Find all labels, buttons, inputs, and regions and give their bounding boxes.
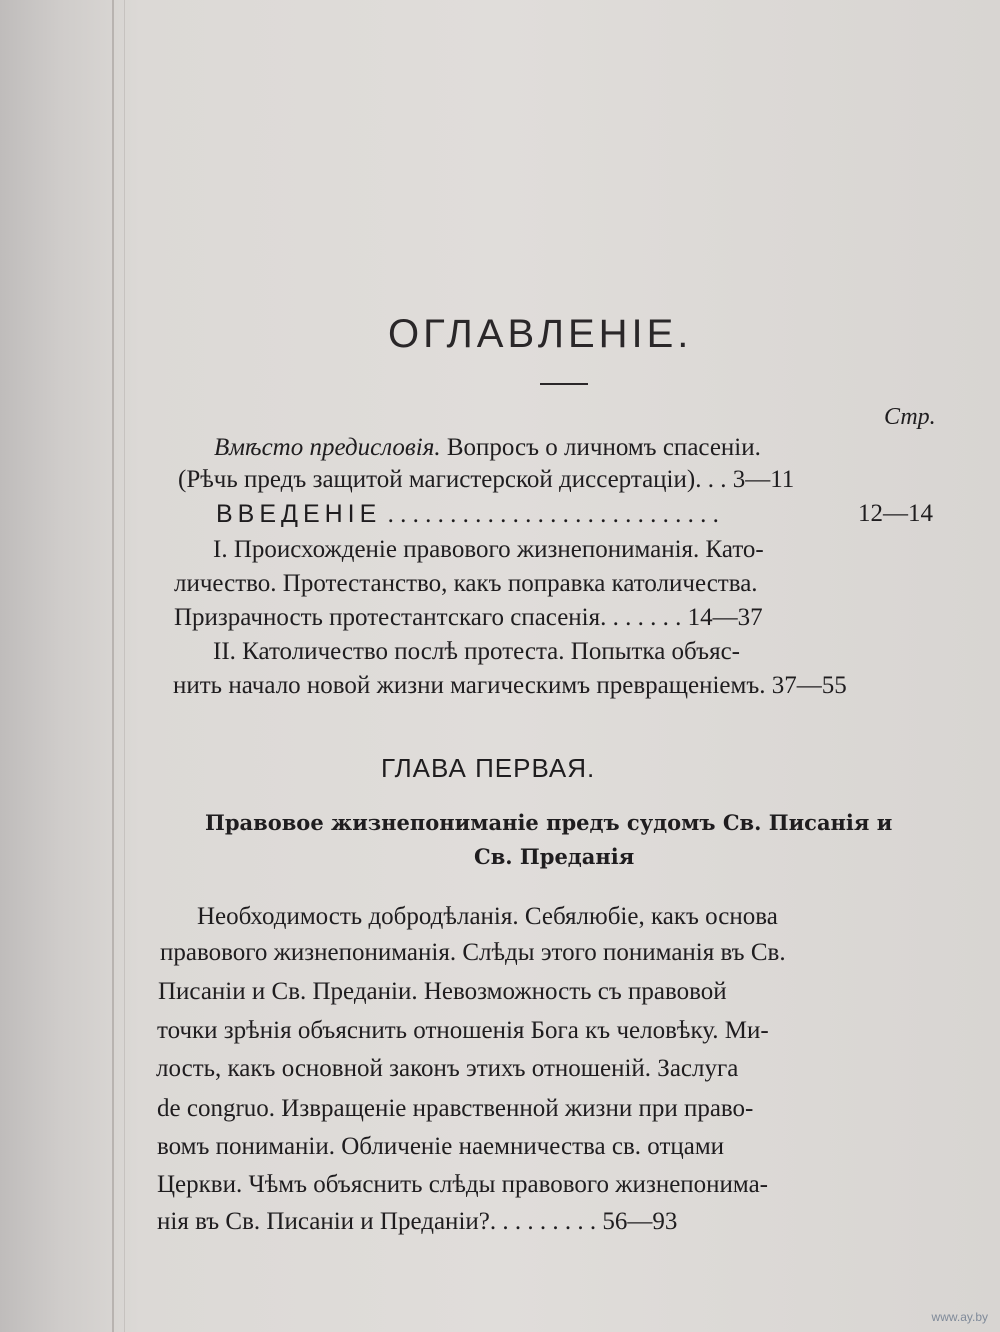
toc-title: ОГЛАВЛЕНІЕ.: [388, 312, 693, 356]
chapter-body-line: de congruo. Извращеніе нравственной жизни при право-: [157, 1095, 754, 1122]
toc-entry-intro: [216, 500, 719, 529]
chapter-body-line: Писаніи и Св. Преданіи. Невозможность съ правовой: [158, 978, 727, 1005]
page-column-label: Стр.: [884, 404, 936, 430]
toc-entry-preface-line1: [214, 434, 761, 462]
chapter-body-line: нія въ Св. Писаніи и Преданіи?. . . . . . . . . 56—93: [157, 1208, 678, 1235]
preface-lead: Вмѣсто предисловія.: [214, 434, 441, 461]
toc-entry-1-line3: Призрачность протестантскаго спасенія. . . . . . . 14—37: [174, 604, 763, 631]
intro-label: ВВЕДЕНІЕ: [216, 500, 382, 528]
watermark: www.ay.by: [931, 1310, 988, 1324]
toc-entry-preface-line2: (Рѣчь предъ защитой магистерской диссертаціи). . . 3—11: [178, 466, 795, 493]
chapter-body-line: Церкви. Чѣмъ объяснить слѣды правового жизнепонима-: [157, 1171, 768, 1198]
toc-entry-2-line2: нить начало новой жизни магическимъ превращеніемъ. 37—55: [173, 672, 847, 699]
chapter-heading: ГЛАВА ПЕРВАЯ.: [381, 753, 596, 783]
chapter-body-line: точки зрѣнія объяснить отношенія Бога къ человѣку. Ми-: [157, 1017, 769, 1044]
toc-entry-2-line1: II. Католичество послѣ протеста. Попытка объяс-: [213, 638, 740, 665]
book-spine-edge: [124, 0, 125, 1332]
chapter-body-line: вомъ пониманіи. Обличеніе наемничества св. отцами: [157, 1133, 725, 1160]
preface-rest: Вопросъ о личномъ спасеніи.: [440, 434, 761, 461]
toc-entry-1-line2: личество. Протестанство, какъ поправка католичества.: [174, 570, 758, 597]
chapter-body-line: Необходимость добродѣланія. Себялюбіе, какъ основа: [197, 903, 778, 930]
chapter-subtitle-line2: Св. Преданія: [474, 844, 635, 869]
intro-pages: 12—14: [858, 500, 933, 527]
chapter-body-line: лость, какъ основной законъ этихъ отношеній. Заслуга: [156, 1055, 739, 1082]
intro-dots: . . . . . . . . . . . . . . . . . . . . . . . . . . .: [381, 501, 719, 528]
book-spine: [112, 0, 114, 1332]
chapter-body-line: правового жизнепониманія. Слѣды этого пониманія въ Св.: [160, 939, 786, 966]
chapter-subtitle-line1: Правовое жизнепониманіе предъ судомъ Св. Писанія и: [205, 810, 893, 835]
title-rule: [540, 383, 588, 385]
toc-entry-1-line1: I. Происхожденіе правового жизнепониманія. Като-: [213, 536, 764, 563]
